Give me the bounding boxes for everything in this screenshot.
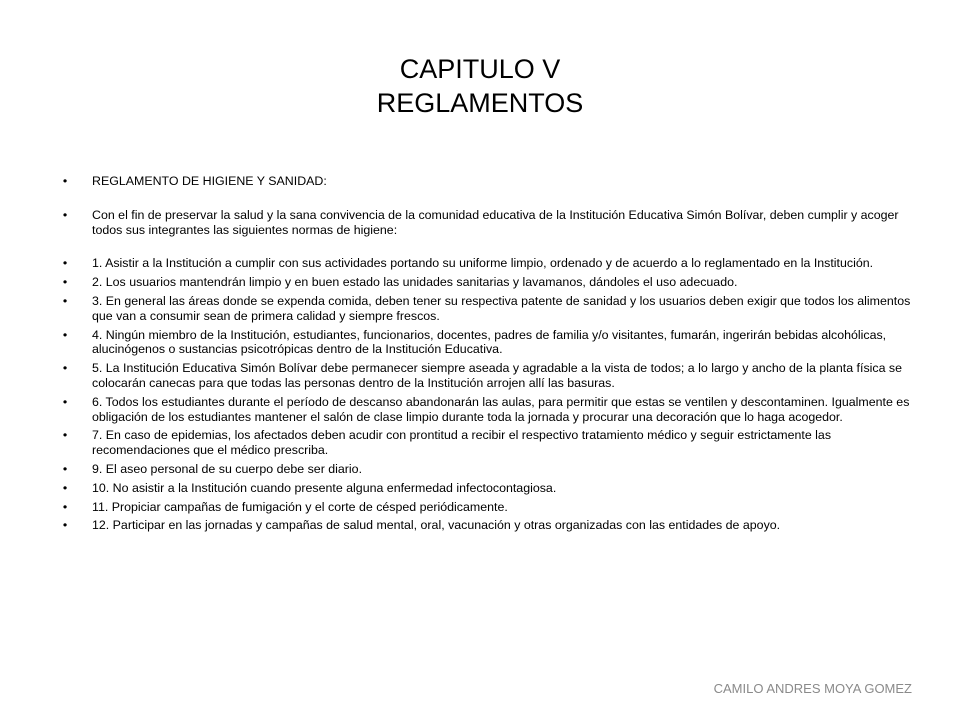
bullet-text: 6. Todos los estudiantes durante el período de descanso abandonarán las aulas, para permitir que estas se ventilen y descontaminen. Igualmente es obligación de los estudiantes mantener el salón de clase limpio durante toda la jornada y procurar una decoración que lo haga acogedor. (92, 394, 910, 424)
bullet-icon: • (62, 361, 68, 376)
bullet-item (62, 256, 912, 271)
bullet-item (62, 275, 912, 290)
bullet-text: REGLAMENTO DE HIGIENE Y SANIDAD: (92, 174, 327, 188)
bullet-text: 11. Propiciar campañas de fumigación y el corte de césped periódicamente. (92, 499, 508, 514)
bullet-icon: • (62, 327, 68, 342)
bullet-text: 3. En general las áreas donde se expenda comida, deben tener su respectiva patente de sanidad y los usuarios deben exigir que todos los alimentos que van a consumir sean de primera calidad y siempre frescos. (92, 293, 911, 323)
bullet-icon: • (62, 256, 68, 271)
bullet-text: 5. La Institución Educativa Simón Bolívar debe permanecer siempre aseada y agradable a la vista de todos; a lo largo y ancho de la planta física se colocarán canecas para que todas las personas dentro de la Institución arrojen allí las basuras. (92, 361, 903, 390)
bullet-icon: • (62, 518, 68, 533)
bullet-item (62, 174, 912, 189)
bullet-icon: • (62, 275, 68, 290)
bullet-list (62, 174, 912, 537)
bullet-text: 4. Ningún miembro de la Institución, estudiantes, funcionarios, docentes, padres de familia y/o visitantes, fumarán, ingerirán bebidas alcohólicas, alucinógenos o sustancias psicotrópicas dentro de la Institución Educativa. (92, 327, 887, 357)
title-line-chapter: CAPITULO V (399, 54, 561, 84)
bullet-icon: • (62, 174, 68, 188)
bullet-icon: • (62, 480, 68, 495)
footer-author: CAMILO ANDRES MOYA GOMEZ (713, 681, 912, 696)
bullet-text: 2. Los usuarios mantendrán limpio y en buen estado las unidades sanitarias y lavamanos, dándoles el uso adecuado. (92, 275, 738, 290)
bullet-item (62, 428, 912, 458)
bullet-text: 10. No asistir a la Institución cuando presente alguna enfermedad infectocontagiosa. (92, 480, 557, 495)
bullet-text: 9. El aseo personal de su cuerpo debe ser diario. (92, 461, 363, 476)
bullet-text: 7. En caso de epidemias, los afectados deben acudir con prontitud a recibir el respectivo tratamiento médico y seguir estrictamente las recomendaciones que el médico prescriba. (92, 428, 832, 458)
bullet-item (62, 394, 912, 425)
bullet-text: 1. Asistir a la Institución a cumplir con sus actividades portando su uniforme limpio, ordenado y de acuerdo a lo reglamentado en la Institución. (92, 256, 874, 271)
bullet-icon: • (62, 428, 68, 443)
slide-title (0, 52, 960, 120)
bullet-item (62, 461, 912, 477)
bullet-icon: • (62, 394, 68, 409)
bullet-text: 12. Participar en las jornadas y campañas de salud mental, oral, vacunación y otras organizadas con las entidades de apoyo. (92, 518, 781, 533)
bullet-icon: • (62, 293, 68, 308)
bullet-item (62, 480, 912, 496)
bullet-item (62, 293, 912, 324)
bullet-icon: • (62, 461, 68, 476)
bullet-text: Con el fin de preservar la salud y la sana convivencia de la comunidad educativa de la Institución Educativa Simón Bolívar, deben cumplir y acoger todos sus integrantes las siguientes normas de higiene: (92, 207, 899, 237)
bullet-icon: • (62, 207, 68, 222)
bullet-item (62, 327, 912, 358)
bullet-item (62, 207, 912, 238)
bullet-item (62, 518, 912, 533)
bullet-item (62, 499, 912, 515)
title-line-regulations: REGLAMENTOS (376, 88, 584, 118)
bullet-item (62, 361, 912, 391)
bullet-icon: • (62, 499, 68, 514)
